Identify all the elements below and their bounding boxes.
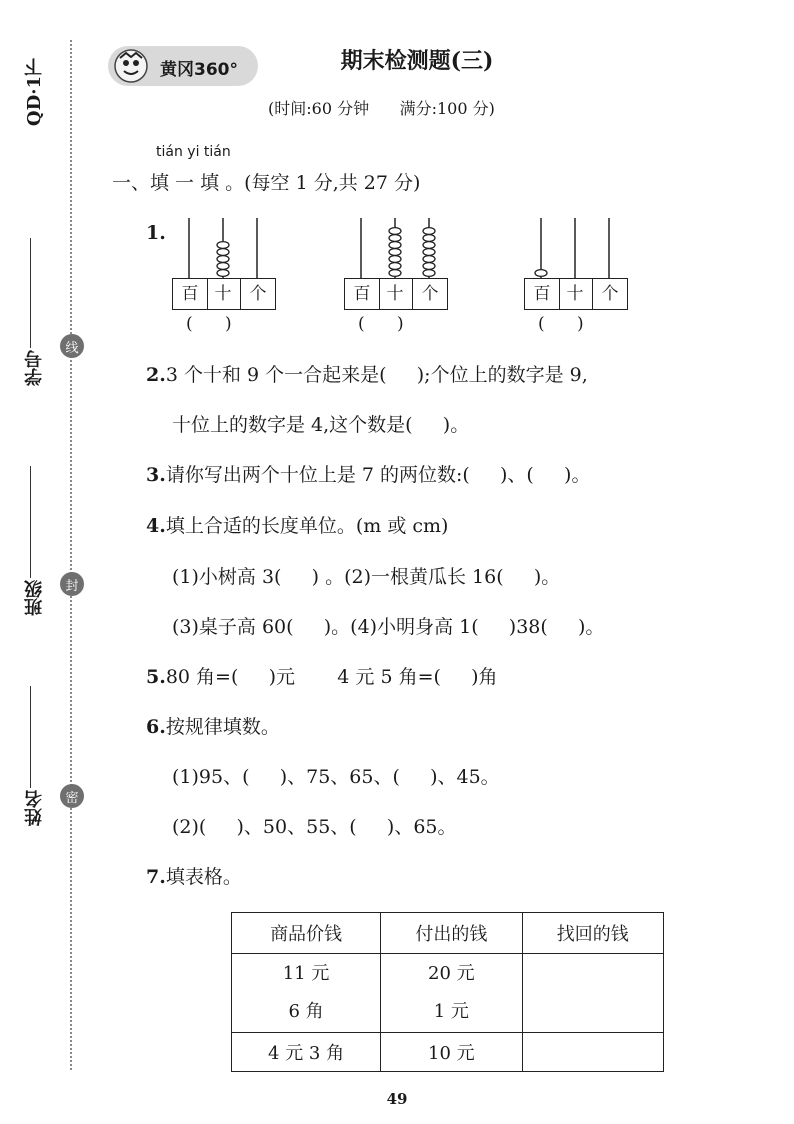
- q6-sub2: (2)( )、50、55、( )、65。: [172, 816, 457, 838]
- abacus-bead: [423, 235, 435, 242]
- abacus-1: [172, 218, 274, 334]
- abacus-3: [524, 218, 626, 334]
- q6-number: 6.: [146, 716, 166, 738]
- abacus-bead: [217, 242, 229, 249]
- name-blank: [30, 686, 31, 788]
- q5-line: 5.80 角=( )元 4 元 5 角=( )角: [146, 666, 498, 688]
- header-change: 找回的钱: [522, 913, 663, 954]
- abacus-bead: [423, 263, 435, 270]
- q2-line1: 2.3 个十和 9 个一合起来是( );个位上的数字是 9,: [146, 364, 588, 386]
- abacus-bead: [423, 249, 435, 256]
- abacus-bead: [423, 270, 435, 277]
- abacus-3-rods: [524, 218, 626, 278]
- paid-cell: 20 元 1 元: [381, 954, 522, 1033]
- price-cell: 11 元 6 角: [232, 954, 381, 1033]
- place-hundreds: 百: [172, 278, 208, 310]
- change-cell[interactable]: [522, 1033, 663, 1072]
- change-table: [231, 912, 664, 1072]
- abacus-bead: [389, 228, 401, 235]
- class-blank: [30, 466, 31, 578]
- place-tens: 十: [558, 278, 592, 310]
- q4-number: 4.: [146, 515, 166, 537]
- answer-blank[interactable]: ( ): [538, 314, 584, 334]
- q5-number: 5.: [146, 666, 166, 688]
- binding-dashed-line: [70, 40, 72, 1070]
- abacus-bead: [389, 256, 401, 263]
- q6-line: 6.按规律填数。: [146, 716, 280, 738]
- seal-secret: 密: [60, 784, 84, 808]
- class-label: 班级: [24, 580, 45, 616]
- seal-line: 线: [60, 334, 84, 358]
- page-number: 49: [386, 1090, 408, 1108]
- abacus-bead: [389, 270, 401, 277]
- abacus-bead: [423, 242, 435, 249]
- name-label: 姓名: [24, 790, 45, 826]
- place-tens: 十: [206, 278, 240, 310]
- paid-cell: 10 元: [381, 1033, 522, 1072]
- q4-line: 4.填上合适的长度单位。(m 或 cm): [146, 515, 449, 537]
- place-ones: 个: [412, 278, 448, 310]
- exam-info: (时间:60 分钟 满分:100 分): [268, 99, 495, 118]
- abacus-bead: [389, 249, 401, 256]
- change-cell[interactable]: [522, 954, 663, 1033]
- q3-number: 3.: [146, 464, 166, 486]
- section-heading: 一、填 一 填 。(每空 1 分,共 27 分): [112, 172, 421, 194]
- q3-line: 3.请你写出两个十位上是 7 的两位数:( )、( )。: [146, 464, 591, 486]
- price-cell: 4 元 3 角: [232, 1033, 381, 1072]
- abacus-bead: [217, 256, 229, 263]
- abacus-2-rods: [344, 218, 446, 278]
- q2-line2: 十位上的数字是 4,这个数是( )。: [172, 414, 470, 436]
- place-ones: 个: [592, 278, 628, 310]
- abacus-1-rods: [172, 218, 274, 278]
- brand-name: 黄冈360°: [160, 60, 238, 80]
- answer-blank[interactable]: ( ): [186, 314, 232, 334]
- abacus-bead: [217, 270, 229, 277]
- abacus-bead: [217, 263, 229, 270]
- section-pinyin: tián yi tián: [156, 144, 231, 160]
- page-title: 期末检测题(三): [340, 48, 494, 74]
- place-hundreds: 百: [524, 278, 560, 310]
- abacus-bead: [423, 228, 435, 235]
- header-paid: 付出的钱: [381, 913, 522, 954]
- answer-blank[interactable]: ( ): [358, 314, 404, 334]
- edition-label: QD·1下: [24, 58, 45, 127]
- q2-number: 2.: [146, 364, 166, 386]
- place-ones: 个: [240, 278, 276, 310]
- q4-sub2: (3)桌子高 60( )。(4)小明身高 1( )38( )。: [172, 616, 605, 638]
- student-id-label: 学号: [24, 350, 45, 386]
- abacus-bead: [217, 249, 229, 256]
- seal-seal: 封: [60, 572, 84, 596]
- place-hundreds: 百: [344, 278, 380, 310]
- q1-number: 1.: [146, 222, 166, 244]
- abacus-bead: [389, 263, 401, 270]
- abacus-bead: [389, 235, 401, 242]
- q7-number: 7.: [146, 866, 166, 888]
- table-row: [232, 1033, 664, 1072]
- abacus-bead: [389, 242, 401, 249]
- student-id-blank: [30, 238, 31, 348]
- place-tens: 十: [378, 278, 412, 310]
- q7-line: 7.填表格。: [146, 866, 242, 888]
- q4-sub1: (1)小树高 3( ) 。(2)一根黄瓜长 16( )。: [172, 566, 561, 588]
- header-price: 商品价钱: [232, 913, 381, 954]
- table-row: [232, 954, 664, 1033]
- abacus-bead: [423, 256, 435, 263]
- q6-sub1: (1)95、( )、75、65、( )、45。: [172, 766, 500, 788]
- abacus-bead: [535, 270, 547, 277]
- table-header-row: [232, 913, 664, 954]
- abacus-2: [344, 218, 446, 334]
